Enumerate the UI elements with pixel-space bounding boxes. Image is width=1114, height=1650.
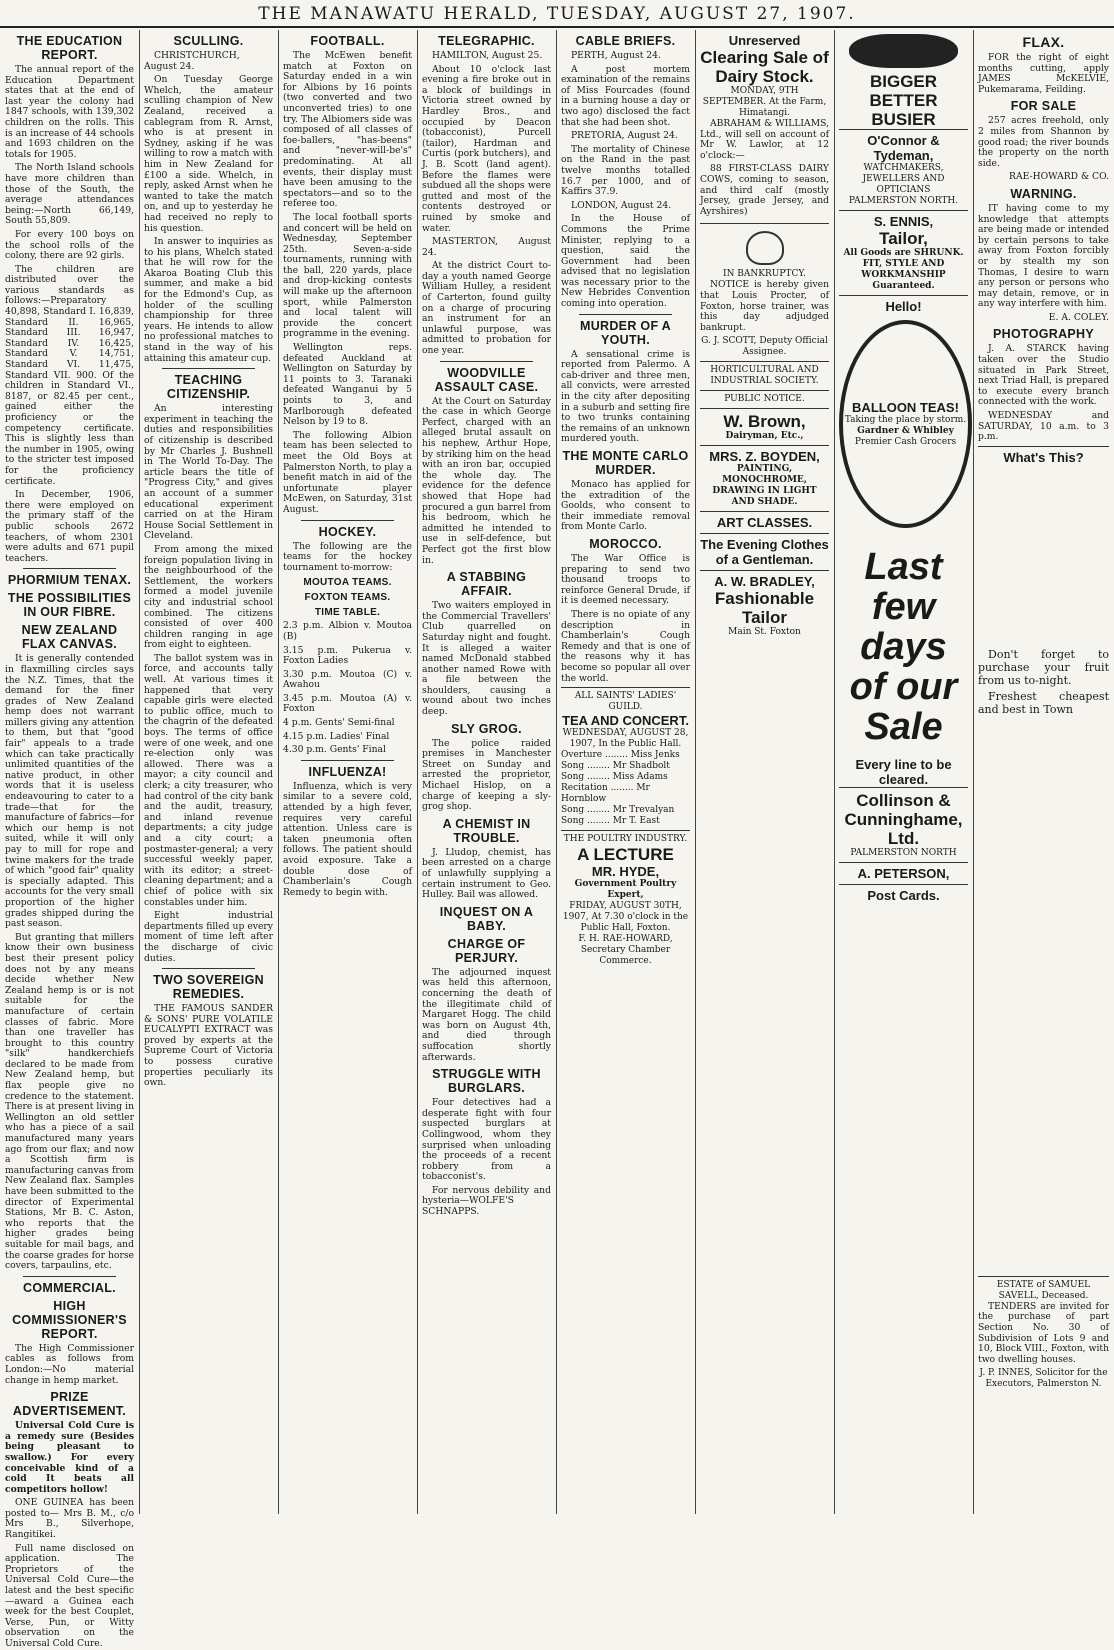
ad-text: PALMERSTON NORTH. xyxy=(848,196,959,206)
article-paragraph: It is generally contended in flaxmilling circles says the N.Z. Times, that the demand for the finer grades of New Zealand hemp does not warrant millers giving any attention to them, but that "good fair" appeals to a trade which can take practically unlimited quantities of the native product, in other words that it is useless endeavouring to cater to a trade—that for the manufacture of fabrics—for which our hemp is not suited, while it will only pay to mill for rope and twine makers for the trade of which "good fair" quality is specially adapted. This accounts for the very small proportion of the higher grades shipped during the past season. xyxy=(5,653,134,930)
society-notice xyxy=(700,361,829,390)
subheadline: FOXTON TEAMS. xyxy=(304,592,391,604)
ad-text: WATCHMAKERS, JEWELLERS AND OPTICIANS xyxy=(862,163,945,195)
sale-headline: Last few days of our Sale xyxy=(849,546,958,748)
ad-title: Post Cards. xyxy=(867,888,940,903)
timetable-row: 3.30 p.m. Moutoa (C) v. Awahou xyxy=(283,668,412,691)
teacher-ad xyxy=(700,445,829,511)
headline: COMMERCIAL. xyxy=(23,1280,116,1295)
ad-text: Every line to be cleared. xyxy=(855,757,952,787)
ad-text: F. H. RAE-HOWARD, Secretary Chamber Commerce. xyxy=(578,934,673,967)
article-paragraph: The adjourned inquest was held this afternoon, concerning the death of the illegitimate child of Margaret Hogg. The child was born on August 4th, and died through suffocation shortly afterwards. xyxy=(422,966,551,1063)
ad-text: FOR the right of eight months cutting, apply JAMES McKELVIE, Pukemarama, Feilding. xyxy=(978,52,1109,95)
article-paragraph: The children are distributed over the various standards as follows:—Preparatory 40,898, Standard I. 16,839, Standard II. 16,965, Standard III. 16,947, Standard IV. 16,425, Standard V. 14,751, Standard VI. 11,475, Standard VII. 900. Of the children in Standard VI., 8187, or 82.45 per cent., gained either the proficiency or the competency certificate. This is slightly less than the number in 1905, owing to the stricter test imposed for the proficiency certificate. xyxy=(5,263,134,487)
headline: TELEGRAPHIC. xyxy=(438,34,535,48)
ad-title: O'Connor & Tydeman, xyxy=(867,133,940,163)
subheadline: HIGH COMMISSIONER'S REPORT. xyxy=(12,1298,127,1341)
ad-text: J. A. STARCK having taken over the Studio situated in Park Street, next Triad Hall, is prepared to execute every branch connected with the work. xyxy=(978,343,1109,408)
collinson-ad xyxy=(839,787,968,862)
article-paragraph: The North Island schools have more children than those of the South, the average attendances being:—North 66,149, South 55,809. xyxy=(5,162,134,227)
ad-text: Taking the place by storm. xyxy=(844,415,967,425)
timetable xyxy=(283,621,412,756)
bankruptcy-notice xyxy=(700,223,829,361)
ad-title: Clearing Sale of Dairy Stock. xyxy=(700,48,829,86)
ad-text: Government Poultry Expert, xyxy=(574,879,677,901)
ad-title: The Evening Clothes of a Gentleman. xyxy=(700,537,829,568)
timetable-row: 4.30 p.m. Gents' Final xyxy=(283,744,386,756)
headline: TWO SOVEREIGN REMEDIES. xyxy=(153,973,264,1002)
whats-this-ad xyxy=(978,446,1109,468)
ad-text: Dairyman, Etc., xyxy=(725,431,804,442)
ad-text: RAE-HOWARD & CO. xyxy=(1009,171,1109,183)
ad-text: WEDNESDAY, AUGUST 28, 1907, In the Public Hall. xyxy=(562,728,689,750)
article-paragraph: ONE GUINEA has been posted to— Mrs B. M., c/o Mrs B., Silverhope, Rangitikei. xyxy=(5,1497,134,1541)
subheadline: THE POSSIBILITIES IN OUR FIBRE. xyxy=(7,591,132,620)
ad-title: BALLOON TEAS! xyxy=(852,400,959,415)
ad-text: ALL SAINTS' LADIES' GUILD. xyxy=(574,691,677,713)
ad-text: FIT, STYLE AND WORKMANSHIP Guaranteed. xyxy=(861,259,946,291)
article-paragraph: Eight industrial departments filled up every moment of time left after the discharge of civic duties. xyxy=(144,910,273,964)
article-paragraph: On Tuesday George Whelch, the amateur sculling champion of New Zealand, received a cablegram from R. Arnst, who is at present in Sydney, asking if he was willing to row a match with him in New Zealand for £100 a side. Whelch, in reply, asked Arnst when he wanted to take the match on, and up to yesterday he had received no reply to his question. xyxy=(144,74,273,234)
article-paragraph: A sensational crime is reported from Palermo. A cab-driver and three men, all convicts, were arrested in the city after depositing in a suburb and setting fire to two trunks containing the remains of an unknown murdered youth. xyxy=(561,348,690,445)
article-paragraph: A post mortem examination of the remains of Miss Fourcades (found in a burning house a day or two ago) disclosed the fact that she had been shot. xyxy=(561,63,690,128)
ad-text: Gardner & Whibley xyxy=(857,426,954,436)
column-4 xyxy=(417,30,556,1514)
article-paragraph: Full name disclosed on application. The Proprietors of the Universal Cold Cure—the latest and the best specific—award a Guinea each week for the best Couplet, Verse, Pun, or Witty observation on the Universal Cold Cure. xyxy=(5,1542,134,1649)
divider xyxy=(23,1276,116,1277)
article-paragraph: THE FAMOUS SANDER & SONS' PURE VOLATILE EUCALYPTI EXTRACT was proved by experts at the Supreme Court of Victoria to possess curative properties peculiarly its own. xyxy=(144,1003,273,1089)
ad-text: NOTICE is hereby given that Louis Procter, of Foxton, horse trainer, was this day adjudged bankrupt. xyxy=(700,279,829,333)
ad-title: BUSIER xyxy=(871,110,936,129)
ad-text: ABRAHAM & WILLIAMS, Ltd., will sell on account of Mr W. Lawlor, at 12 o'clock:— xyxy=(700,118,829,161)
ad-title: S. ENNIS, xyxy=(873,214,934,229)
article-paragraph: Universal Cold Cure is a remedy sure (Besides being pleasant to swallow.) For every conceivable kind of a cold It beats all competitors hollow! xyxy=(5,1420,134,1495)
ad-text: G. J. SCOTT, Deputy Official Assignee. xyxy=(701,336,828,358)
ad-title: Unreserved xyxy=(728,33,801,48)
ad-title: A. W. BRADLEY, xyxy=(714,574,815,590)
article-paragraph: At the district Court to-day a youth named George William Hulley, a resident of Carterton, found guilty on a charge of procuring an instrument for an unlawful purpose, was admitted to probation for one year. xyxy=(422,260,551,357)
headline: SLY GROG. xyxy=(451,721,522,736)
headline: A CHEMIST IN TROUBLE. xyxy=(442,816,531,845)
article-paragraph: The mortality of Chinese on the Rand in the past twelve months totalled 16.7 per 1000, and of Kaffirs 37.9. xyxy=(561,143,690,198)
column-6 xyxy=(695,30,834,1514)
column-1 xyxy=(0,30,139,1649)
headline: INQUEST ON A BABY. xyxy=(439,904,534,933)
ad-title: Collinson & Cunninghame, Ltd. xyxy=(844,791,963,848)
ad-title: Hello! xyxy=(885,299,922,314)
subheadline: NEW ZEALAND FLAX CANVAS. xyxy=(21,623,118,652)
headline: HOCKEY. xyxy=(318,524,377,539)
ornament-banner-icon xyxy=(849,34,958,68)
ad-title: Fashionable Tailor xyxy=(714,589,815,628)
article-paragraph: There is no opiate of any description in Chamberlain's Cough Remedy and that is one of the reasons why it has become so popular all over the world. xyxy=(561,608,690,684)
tailoring-ad xyxy=(700,533,829,570)
public-notice xyxy=(700,390,829,408)
column-7 xyxy=(834,30,973,1514)
headline: THE EDUCATION REPORT. xyxy=(16,34,123,62)
article-paragraph: An interesting experiment in teaching the duties and responsibilities of citizenship is described by Mr Charles J. Bushnell in The World To-Day. The article bears the title of "Progress City," and gives an account of a summer educational experiment carried on at the Hiram House Social Settlement in Cleveland. xyxy=(144,403,273,542)
headline: MOROCCO. xyxy=(589,536,662,551)
ad-title: ART CLASSES. xyxy=(716,515,813,531)
article-paragraph: About 10 o'clock last evening a fire broke out in a block of buildings in Victoria street owned by Hardley Bros., and occupied by Deacon (tobacconist), Purcell (tailor), Hardman and Curtis (pork butchers), and J. B. Scott (land agent). Before the flames were subdued all the shops were gutted and most of the contents destroyed or ruined by smoke and water. xyxy=(422,63,551,234)
timetable-row: 2.3 p.m. Albion v. Moutoa (B) xyxy=(283,620,412,642)
article-paragraph: Wellington reps. defeated Auckland at Wellington on Saturday by 11 points to 3. Taranaki defeated Wanganui by 5 points to 3, and Marlborough defeated Nelson by 19 to 8. xyxy=(283,342,412,428)
ad-title: IN BANKRUPTCY. xyxy=(723,269,806,280)
ad-title: TEA AND CONCERT. xyxy=(562,713,689,729)
ad-title: HORTICULTURAL AND INDUSTRIAL SOCIETY. xyxy=(710,365,819,387)
article-paragraph: Monaco has applied for the extradition of the Goolds, who consent to their immediate removal from Monte Carlo. xyxy=(561,479,690,533)
ad-text: PAINTING, MONOCHROME, DRAWING IN LIGHT AND SHADE. xyxy=(712,464,817,508)
ad-text: 88 FIRST-CLASS DAIRY COWS, coming to season, and third calf (mostly Jersey, grade Jersey, and Ayrshires) xyxy=(700,163,829,217)
ad-text: THE POULTRY INDUSTRY. xyxy=(563,834,688,845)
ad-title: MR. HYDE, xyxy=(591,864,660,880)
article-paragraph: The following Albion team has been selected to meet the Old Boys at Palmerston North, to play a benefit match in aid of the unfortunate player McEwen, on Saturday, 31st August. xyxy=(283,429,412,515)
article-paragraph: The McEwen benefit match at Foxton on Saturday ended in a win for Albions by 16 points (two converted and two unconverted tries) to one try. The Albiomers side was composed of all classes of foe-ballers, "has-beens" and "never-will-be's" predominating. At all events, their display must have been amusing to the spectators—and so to the referee too. xyxy=(283,50,412,210)
column-8 xyxy=(973,30,1114,1514)
divider xyxy=(301,760,394,761)
article-paragraph: In answer to inquiries as to his plans, Whelch stated that he will row for the Akaroa Boating Club this summer, and make a bid for the Edmond's Cup, as holder of the sculling championship for three years. He intends to allow no professional matches to stand in the way of his attaining this amateur cup. xyxy=(144,236,273,364)
jeweller-ad xyxy=(839,129,968,210)
ad-text: Premier Cash Grocers xyxy=(854,437,957,447)
dateline: MASTERTON, August 24. xyxy=(422,236,551,258)
headline: WOODVILLE ASSAULT CASE. xyxy=(434,365,539,394)
ad-title: W. Brown, xyxy=(723,412,806,432)
column-2 xyxy=(139,30,278,1514)
article-paragraph: The following are the teams for the hockey tournament to-morrow: xyxy=(283,540,412,573)
headline: THE MONTE CARLO MURDER. xyxy=(562,449,689,477)
divider xyxy=(301,520,394,521)
ennis-tailor-ad xyxy=(839,210,968,295)
headline: FOOTBALL. xyxy=(310,34,385,48)
subheadline: CHARGE OF PERJURY. xyxy=(447,936,526,965)
article-paragraph: From among the mixed foreign population living in the neighbourhood of the Settlement, the workers formed a model juvenile city and industrial school combined. The citizens consisted of over 400 children ranging in age from eight to eighteen. xyxy=(144,543,273,651)
dairyman-ad xyxy=(700,408,829,445)
insurance-ad xyxy=(839,862,968,884)
balloon-oval xyxy=(839,320,972,528)
dateline: HAMILTON, August 25. xyxy=(432,50,543,61)
ad-title: A. PETERSON, xyxy=(857,866,950,881)
ad-title: PUBLIC NOTICE. xyxy=(724,394,805,405)
subheadline: TIME TABLE. xyxy=(314,607,381,619)
ad-title: ESTATE of SAMUEL SAVELL, Deceased. xyxy=(996,1279,1091,1301)
balloon-teas-ad xyxy=(839,295,968,537)
programme-item: Overture ........ Miss Jenks xyxy=(561,750,680,761)
timetable-row: 4 p.m. Gents' Semi-final xyxy=(283,717,395,729)
programme-item: Song ........ Mr Trevalyan xyxy=(561,805,675,816)
ad-text: FRIDAY, AUGUST 30TH, 1907, At 7.30 o'clock in the Public Hall, Foxton. xyxy=(562,901,689,934)
article-paragraph: But granting that millers know their own business best their present policy does not by any means decide whether New Zealand hemp is or is not suitable for the manufacture of certain classes of fabric. More than one traveller has brought to this country "silk" handkerchiefs declared to be made from New Zealand hemp, but flax people give no credence to the statement. There is at present living in Wellington an old settler who has a piece of a sail manufactured many years ago from our flax; and now a Scottish firm is manufacturing canvas from New Zealand flax. Samples have been submitted to the director of Experimental Stations, Mr B. C. Aston, who reports that the higher grades being suitable for mail bags, and the coarse grades for horse covers, tarpaulins, etc. xyxy=(5,931,134,1272)
ad-text: J. P. INNES, Solicitor for the Executors, Palmerston N. xyxy=(979,1368,1108,1390)
ad-title: Tailor, xyxy=(879,229,928,248)
headline: SCULLING. xyxy=(173,34,244,48)
art-classes-ad xyxy=(700,511,829,533)
divider xyxy=(162,368,255,369)
ad-text: IT having come to my knowledge that attempts are being made or intended by certain persons to take away from Foxton forcibly or by stealth my son Thomas, I desire to warn any person or persons who may detain, remove, or in any way interfere with him. xyxy=(978,202,1109,310)
article-paragraph: The High Commissioner cables as follows from London:—No material change in hemp market. xyxy=(5,1342,134,1386)
divider xyxy=(440,361,533,362)
ad-title: What's This? xyxy=(1003,449,1084,465)
ad-title: MRS. Z. BOYDEN, xyxy=(709,449,820,465)
column-3 xyxy=(278,30,417,1514)
article-paragraph: The annual report of the Education Department states that at the end of last year the colony had 1847 schools, with 139,302 children on the rolls. This is an increase of 44 schools and 1693 children on the totals for 1905. xyxy=(5,64,134,160)
divider xyxy=(162,968,255,969)
concert-advertisement xyxy=(561,687,690,830)
headline: PHORMIUM TENAX. xyxy=(7,573,132,588)
ad-text: MONDAY, 9TH SEPTEMBER. At the Farm, Himatangi. xyxy=(702,86,827,118)
article-paragraph: J. Lludop, chemist, has been arrested on a charge of unlawfully supplying a certain instrument to Geo. Hulley. Bail was allowed. xyxy=(422,846,551,901)
article-paragraph: The War Office is preparing to send two thousand troops to reinforce General Drude, if it is deemed necessary. xyxy=(561,552,690,607)
article-paragraph: The local football sports and concert will be held on Wednesday, September 25th. Seven-a-side tournaments, running with the ball, 220 yards, place and drop-kicking contests will make up the afternoon sport, while Palmerston and local talent will provide the concert programme in the evening. xyxy=(283,211,412,340)
article-paragraph: The ballot system was in force, and accounts tally well. At various times it happened that very capable girls were elected to public office, much to the chagrin of the defeated boys. The terms of office were of one week, and one re-election only was allowed. There was a mayor; a city council and clerk; a city treasurer, who had control of the city bank and the audit, treasury, and inland revenue departments; a city judge and a city court; a postmaster-general; a very successful weekly paper, with its editor; a street-cleaning department; and a chief of police with six constables under him. xyxy=(144,652,273,908)
timetable-row: 4.15 p.m. Ladies' Final xyxy=(283,730,390,742)
article-paragraph: For nervous debility and hysteria—WOLFE'S SCHNAPPS. xyxy=(422,1184,551,1218)
article-paragraph: Influenza, which is very similar to a severe cold, attended by a high fever, requires very careful attention. Unless care is taken pneumonia often follows. The patient should avoid exposure. Take a double dose of Chamberlain's Cough Remedy to begin with. xyxy=(283,780,412,898)
column-5 xyxy=(556,30,695,1514)
headline: STRUGGLE WITH BURGLARS. xyxy=(432,1067,541,1096)
fruit-tagline: Freshest cheapest and best in Town xyxy=(978,689,1109,716)
article-paragraph: For every 100 boys on the school rolls of the colony, there are 92 girls. xyxy=(5,228,134,262)
headline: INFLUENZA! xyxy=(308,764,387,779)
divider xyxy=(579,314,672,315)
ad-title: A LECTURE xyxy=(577,845,674,865)
timetable-row: 3.45 p.m. Moutoa (A) v. Foxton xyxy=(283,692,412,715)
masthead: THE MANAWATU HERALD, TUESDAY, AUGUST 27, 1907. xyxy=(0,4,1114,28)
timetable-row: 3.15 p.m. Pukerua v. Foxton Ladies xyxy=(283,644,412,667)
ad-text: E. A. COLEY. xyxy=(1048,311,1109,323)
programme-item: Recitation ........ Mr Hornblow xyxy=(561,783,650,805)
programme-item: Song ........ Mr Shadbolt xyxy=(561,761,670,772)
ad-text: PALMERSTON NORTH xyxy=(850,848,957,858)
headline: CABLE BRIEFS. xyxy=(575,34,676,48)
headline: A STABBING AFFAIR. xyxy=(446,570,527,599)
ad-text: All Goods are SHRUNK. xyxy=(843,248,964,258)
article-paragraph: At the Court on Saturday the case in which George Perfect, charged with an alleged brutal assault on his nephew, Arthur Hope, by striking him on the head with an iron bar, occupied the whole day. The evidence for the defence showed that Hope had procured a gun barrel from his bedroom, which he admitted he intended to use in self-defence, but Perfect got the first blow in. xyxy=(422,395,551,566)
ad-title: BIGGER xyxy=(869,72,938,91)
royal-crest-icon xyxy=(746,231,784,265)
bradley-tailor-ad xyxy=(700,570,829,641)
dateline: PRETORIA, August 24. xyxy=(571,130,678,142)
clearing-sale-ad xyxy=(700,30,829,223)
ad-text: WEDNESDAY and SATURDAY, 10 a.m. to 3 p.m. xyxy=(978,410,1109,443)
divider xyxy=(23,568,116,569)
article-paragraph: Two waiters employed in the Commercial Travellers' Club quarrelled on Saturday night and fought. It is alleged a waiter named McDonald stabbed another named Rowe with a file between the shoulders, causing a wound about two inches deep. xyxy=(422,600,551,718)
subheadline: MOUTOA TEAMS. xyxy=(303,577,392,589)
headline: WARNING. xyxy=(1010,186,1077,201)
estate-notice xyxy=(978,1276,1109,1394)
headline: FOR SALE xyxy=(1010,99,1077,114)
article-paragraph: In December, 1906, there were employed on the primary staff of the public schools 2672 teachers, of whom 2301 were adults and 671 pupil teachers. xyxy=(5,489,134,564)
ad-text: Main St. Foxton xyxy=(728,627,801,638)
headline: FLAX. xyxy=(1022,34,1065,50)
article-paragraph: Four detectives had a desperate fight with four suspected burglars at Collingwood, whom they surprised when unloading the proceeds of a recent robbery from a tobacconist's. xyxy=(422,1097,551,1183)
dateline: LONDON, August 24. xyxy=(571,199,672,211)
programme-item: Song ........ Miss Adams xyxy=(561,772,668,783)
ad-title: BETTER xyxy=(869,91,938,110)
dateline: PERTH, August 24. xyxy=(571,50,661,61)
headline: PRIZE ADVERTISEMENT. xyxy=(12,1390,127,1419)
ad-text: TENDERS are invited for the purchase of part Section No. 30 of Subdivision of Lots 9 and 10, Block VIII., Foxton, with two dwelling houses. xyxy=(978,1300,1109,1365)
fruit-notice: Don't forget to purchase your fruit from us to-night. xyxy=(978,647,1109,687)
lecture-advertisement xyxy=(561,830,690,970)
headline: MURDER OF A YOUTH. xyxy=(579,318,672,347)
post-cards-ad xyxy=(839,884,968,906)
programme-item: Song ........ Mr T. East xyxy=(561,816,660,827)
ad-text: 257 acres freehold, only 2 miles from Shannon by good road; the river bounds the property on the north side. xyxy=(978,115,1109,169)
article-paragraph: The police raided premises in Manchester Street on Sunday and arrested the proprietor, Michael Hislop, on a charge of keeping a sly-grog shop. xyxy=(422,737,551,813)
article-paragraph: In the House of Commons the Prime Minister, replying to a question, said the Government had been advised that no legislation was necessary prior to the New Hebrides Convention coming into operation. xyxy=(561,213,690,310)
headline: PHOTOGRAPHY xyxy=(993,327,1094,342)
headline: TEACHING CITIZENSHIP. xyxy=(166,373,251,402)
dateline: CHRISTCHURCH, August 24. xyxy=(144,50,240,72)
